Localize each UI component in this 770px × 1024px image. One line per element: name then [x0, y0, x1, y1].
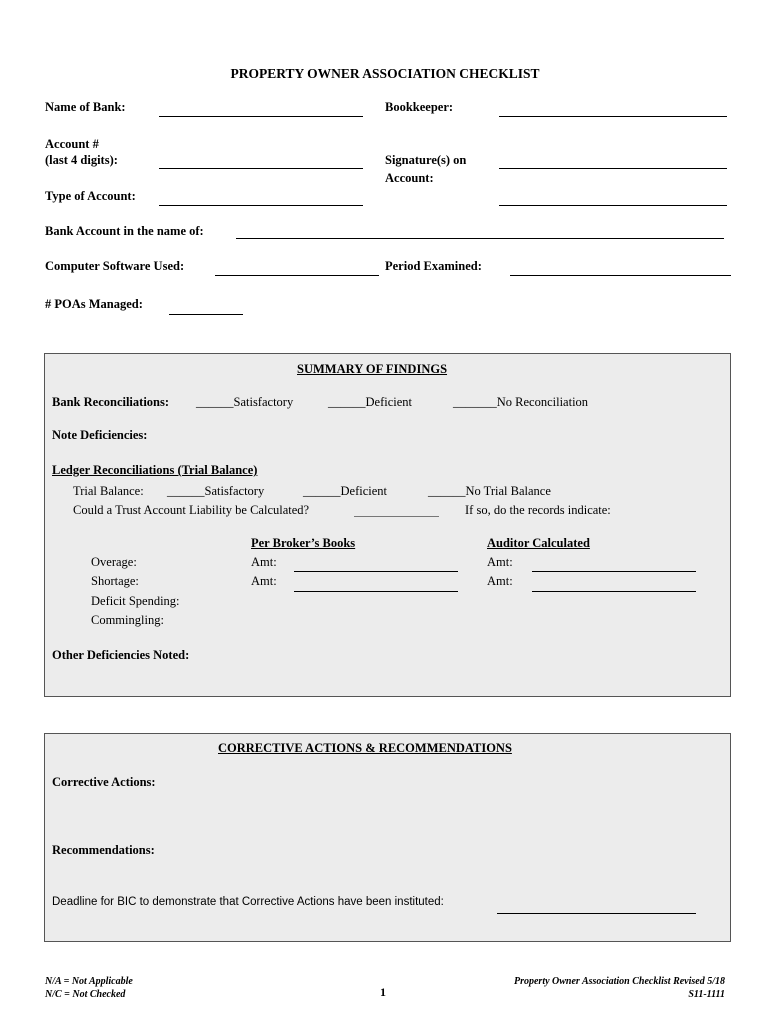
- account-label-line2: (last 4 digits):: [45, 153, 118, 167]
- footer-doc-title: Property Owner Association Checklist Revised 5/18: [513, 976, 725, 987]
- auditor-shortage-amt-field[interactable]: [532, 591, 696, 592]
- footer-na-legend: N/A = Not Applicable: [45, 976, 133, 987]
- shortage-label: Shortage:: [91, 574, 139, 588]
- bookkeeper-field[interactable]: [499, 116, 727, 117]
- bank-account-name-field[interactable]: [236, 238, 724, 239]
- trial-balance-deficient[interactable]: ______Deficient: [303, 484, 388, 498]
- broker-shortage-amt-field[interactable]: [294, 591, 458, 592]
- bank-recs-satisfactory[interactable]: ______Satisfactory: [196, 395, 294, 409]
- trial-balance-none[interactable]: ______No Trial Balance: [428, 484, 551, 498]
- software-field[interactable]: [215, 275, 379, 276]
- page-number: 1: [380, 985, 386, 999]
- page-title: PROPERTY OWNER ASSOCIATION CHECKLIST: [230, 66, 540, 81]
- auditor-calculated-heading: Auditor Calculated: [487, 536, 590, 550]
- auditor-overage-amt-label: Amt:: [487, 555, 513, 569]
- name-of-bank-field[interactable]: [159, 116, 363, 117]
- commingling-label: Commingling:: [91, 613, 164, 627]
- recommendations-label: Recommendations:: [52, 843, 155, 857]
- corrective-heading: CORRECTIVE ACTIONS & RECOMMENDATIONS: [218, 741, 512, 755]
- bank-account-name-label: Bank Account in the name of:: [45, 224, 204, 238]
- signature-field-1[interactable]: [499, 168, 727, 169]
- period-field[interactable]: [510, 275, 731, 276]
- account-number-field[interactable]: [159, 168, 363, 169]
- trial-balance-satisfactory[interactable]: ______Satisfactory: [167, 484, 265, 498]
- trust-liability-field[interactable]: [354, 516, 439, 517]
- trust-liability-question: Could a Trust Account Liability be Calculated?: [73, 503, 310, 517]
- bank-recs-label: Bank Reconciliations:: [52, 395, 170, 409]
- deadline-field[interactable]: [497, 913, 696, 914]
- auditor-shortage-amt-label: Amt:: [487, 574, 513, 588]
- signature-label-line2: Account:: [385, 171, 434, 185]
- broker-shortage-amt-label: Amt:: [251, 574, 277, 588]
- corrective-actions-label: Corrective Actions:: [52, 775, 156, 789]
- corrective-actions-box: [44, 733, 731, 942]
- signature-field-2[interactable]: [499, 205, 727, 206]
- bank-recs-deficient[interactable]: ______Deficient: [328, 395, 413, 409]
- poas-field[interactable]: [169, 314, 243, 315]
- period-label: Period Examined:: [385, 259, 482, 273]
- name-of-bank-label: Name of Bank:: [45, 100, 126, 114]
- bookkeeper-label: Bookkeeper:: [385, 100, 454, 114]
- footer-doc-code: S11-1111: [688, 989, 725, 1000]
- records-indicate-text: If so, do the records indicate:: [465, 503, 611, 517]
- account-label-line1: Account #: [45, 137, 99, 151]
- poas-label: # POAs Managed:: [45, 297, 143, 311]
- bank-recs-none[interactable]: _______No Reconciliation: [453, 395, 589, 409]
- deficit-spending-label: Deficit Spending:: [91, 594, 180, 608]
- other-deficiencies-label: Other Deficiencies Noted:: [52, 648, 190, 662]
- ledger-heading: Ledger Reconciliations (Trial Balance): [52, 463, 258, 477]
- signature-label-line1: Signature(s) on: [385, 153, 467, 167]
- overage-label: Overage:: [91, 555, 137, 569]
- deadline-text: Deadline for BIC to demonstrate that Corrective Actions have been instituted:: [52, 896, 444, 908]
- trial-balance-label: Trial Balance:: [73, 484, 144, 498]
- auditor-overage-amt-field[interactable]: [532, 571, 696, 572]
- footer-nc-legend: N/C = Not Checked: [45, 989, 126, 1000]
- broker-overage-amt-field[interactable]: [294, 571, 458, 572]
- software-label: Computer Software Used:: [45, 259, 185, 273]
- per-broker-books-heading: Per Broker’s Books: [251, 536, 356, 550]
- type-of-account-field[interactable]: [159, 205, 363, 206]
- summary-heading: SUMMARY OF FINDINGS: [297, 362, 448, 376]
- type-of-account-label: Type of Account:: [45, 189, 136, 203]
- broker-overage-amt-label: Amt:: [251, 555, 277, 569]
- note-deficiencies-label: Note Deficiencies:: [52, 428, 148, 442]
